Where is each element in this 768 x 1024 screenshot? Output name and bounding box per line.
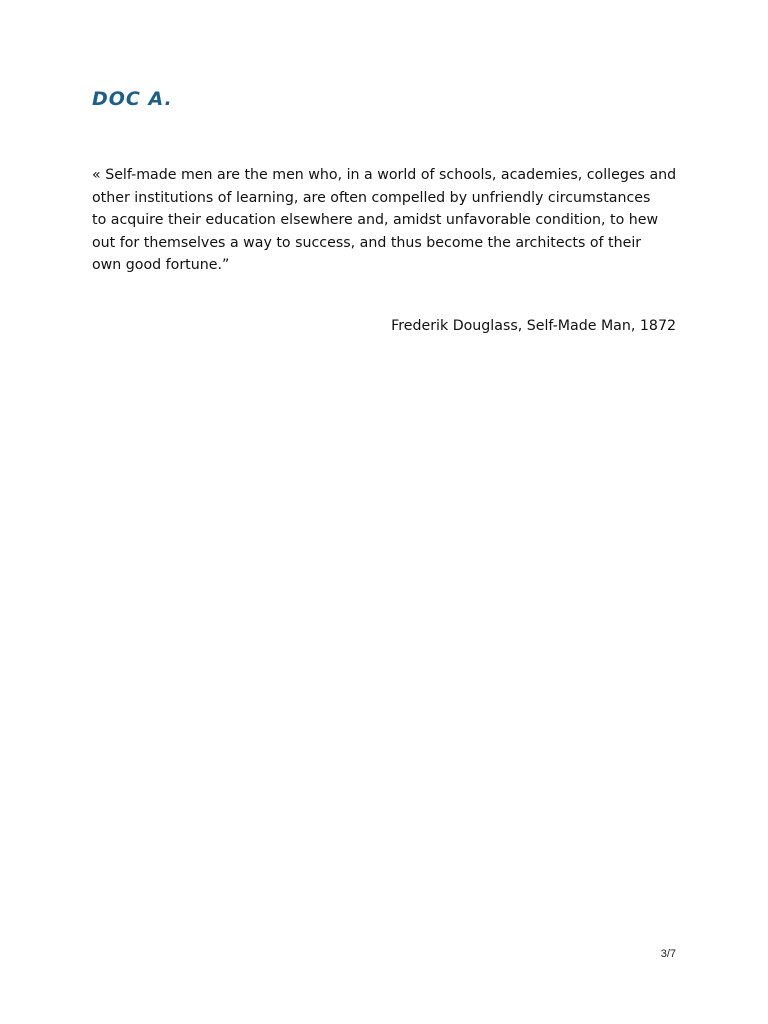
document-heading: DOC A.: [92, 88, 173, 110]
quote-attribution: Frederik Douglass, Self-Made Man, 1872: [391, 318, 676, 334]
quote-line: other institutions of learning, are often compelled by unfriendly circumstances: [92, 189, 651, 206]
page-number: 3/7: [660, 948, 676, 960]
quote-line: to acquire their education elsewhere and, amidst unfavorable condition, to hew: [92, 212, 659, 228]
quote-paragraph: [92, 164, 682, 277]
quote-line: « Self-made men are the men who, in a world of schools, academies, colleges and: [92, 167, 677, 183]
quote-line: own good fortune.”: [92, 257, 230, 273]
quote-line: out for themselves a way to success, and thus become the architects of their: [92, 234, 642, 251]
